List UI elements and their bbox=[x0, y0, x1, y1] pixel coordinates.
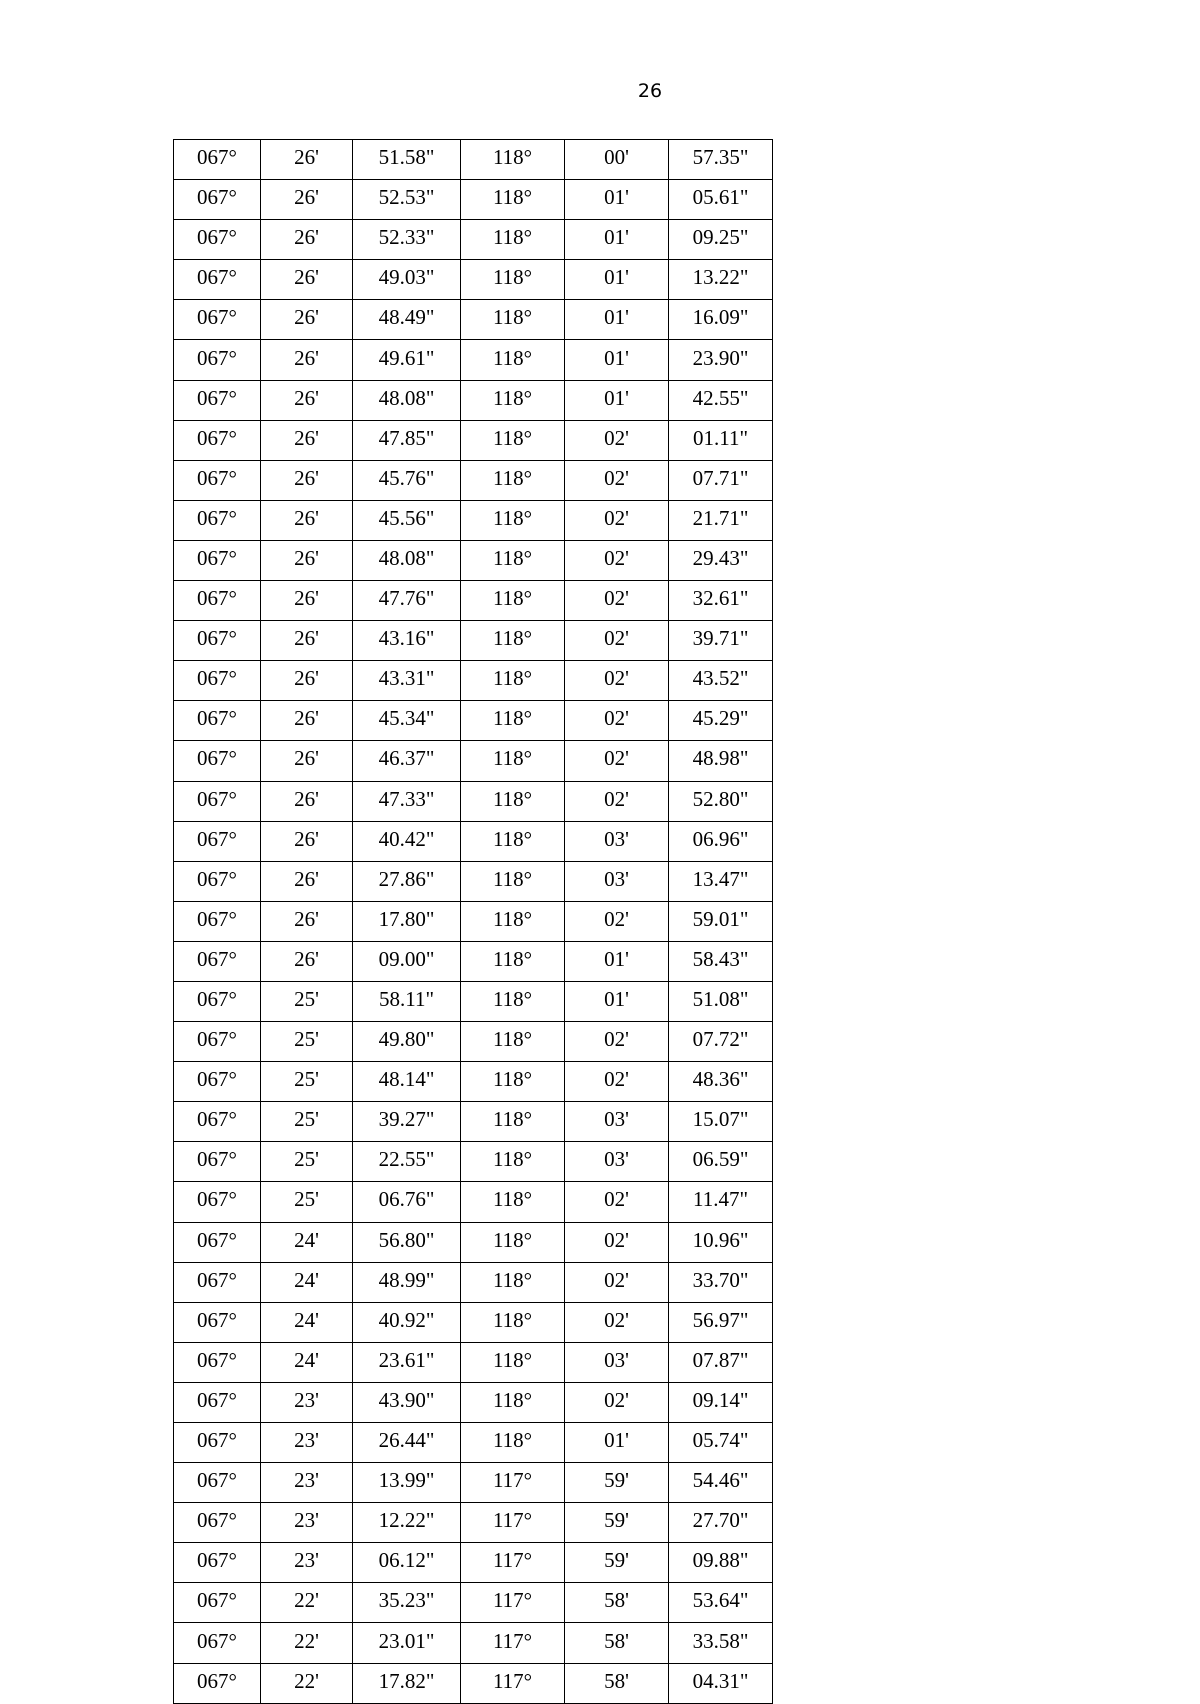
lon-degrees-cell: 118° bbox=[461, 1262, 565, 1302]
lat-degrees-cell: 067° bbox=[174, 540, 261, 580]
lat-minutes-cell: 22' bbox=[261, 1623, 353, 1663]
lon-degrees-cell: 118° bbox=[461, 901, 565, 941]
coordinates-table bbox=[173, 139, 773, 1704]
lat-minutes-cell: 26' bbox=[261, 220, 353, 260]
lat-seconds-cell: 12.22" bbox=[353, 1503, 461, 1543]
lon-seconds-cell: 48.98" bbox=[669, 741, 773, 781]
lat-degrees-cell: 067° bbox=[174, 861, 261, 901]
lat-seconds-cell: 17.82" bbox=[353, 1663, 461, 1703]
lon-minutes-cell: 01' bbox=[565, 981, 669, 1021]
lat-minutes-cell: 25' bbox=[261, 1102, 353, 1142]
lat-seconds-cell: 45.56" bbox=[353, 500, 461, 540]
lon-degrees-cell: 118° bbox=[461, 380, 565, 420]
lon-degrees-cell: 118° bbox=[461, 821, 565, 861]
lat-degrees-cell: 067° bbox=[174, 140, 261, 180]
lat-degrees-cell: 067° bbox=[174, 1062, 261, 1102]
table-row bbox=[174, 1222, 773, 1262]
lat-minutes-cell: 23' bbox=[261, 1382, 353, 1422]
lat-degrees-cell: 067° bbox=[174, 420, 261, 460]
table-row bbox=[174, 701, 773, 741]
lon-degrees-cell: 118° bbox=[461, 941, 565, 981]
lat-minutes-cell: 26' bbox=[261, 380, 353, 420]
table-row bbox=[174, 1623, 773, 1663]
lon-minutes-cell: 02' bbox=[565, 1302, 669, 1342]
table-row bbox=[174, 901, 773, 941]
lat-degrees-cell: 067° bbox=[174, 340, 261, 380]
lat-minutes-cell: 23' bbox=[261, 1503, 353, 1543]
lat-degrees-cell: 067° bbox=[174, 1463, 261, 1503]
lat-minutes-cell: 26' bbox=[261, 821, 353, 861]
lon-seconds-cell: 27.70" bbox=[669, 1503, 773, 1543]
lon-degrees-cell: 118° bbox=[461, 741, 565, 781]
lon-seconds-cell: 39.71" bbox=[669, 621, 773, 661]
lat-seconds-cell: 43.16" bbox=[353, 621, 461, 661]
lon-seconds-cell: 07.72" bbox=[669, 1022, 773, 1062]
lat-degrees-cell: 067° bbox=[174, 300, 261, 340]
lat-degrees-cell: 067° bbox=[174, 1382, 261, 1422]
lat-degrees-cell: 067° bbox=[174, 1543, 261, 1583]
lat-degrees-cell: 067° bbox=[174, 701, 261, 741]
lon-seconds-cell: 07.71" bbox=[669, 460, 773, 500]
lat-seconds-cell: 58.11" bbox=[353, 981, 461, 1021]
lat-degrees-cell: 067° bbox=[174, 1583, 261, 1623]
table-row bbox=[174, 500, 773, 540]
lat-minutes-cell: 26' bbox=[261, 500, 353, 540]
lon-degrees-cell: 117° bbox=[461, 1663, 565, 1703]
lon-degrees-cell: 118° bbox=[461, 1342, 565, 1382]
lat-degrees-cell: 067° bbox=[174, 941, 261, 981]
lon-degrees-cell: 118° bbox=[461, 460, 565, 500]
lon-degrees-cell: 118° bbox=[461, 861, 565, 901]
lat-seconds-cell: 23.01" bbox=[353, 1623, 461, 1663]
lon-degrees-cell: 118° bbox=[461, 420, 565, 460]
lon-minutes-cell: 03' bbox=[565, 821, 669, 861]
lon-minutes-cell: 01' bbox=[565, 220, 669, 260]
lon-degrees-cell: 118° bbox=[461, 581, 565, 621]
lon-minutes-cell: 02' bbox=[565, 661, 669, 701]
lon-degrees-cell: 118° bbox=[461, 661, 565, 701]
lat-degrees-cell: 067° bbox=[174, 1182, 261, 1222]
lat-degrees-cell: 067° bbox=[174, 260, 261, 300]
lat-degrees-cell: 067° bbox=[174, 1663, 261, 1703]
lat-degrees-cell: 067° bbox=[174, 380, 261, 420]
lat-degrees-cell: 067° bbox=[174, 460, 261, 500]
table-row bbox=[174, 1543, 773, 1583]
table-row bbox=[174, 941, 773, 981]
lat-minutes-cell: 25' bbox=[261, 1022, 353, 1062]
lat-degrees-cell: 067° bbox=[174, 741, 261, 781]
lon-minutes-cell: 02' bbox=[565, 1262, 669, 1302]
lat-seconds-cell: 40.42" bbox=[353, 821, 461, 861]
lat-minutes-cell: 23' bbox=[261, 1423, 353, 1463]
lon-seconds-cell: 51.08" bbox=[669, 981, 773, 1021]
lat-seconds-cell: 06.12" bbox=[353, 1543, 461, 1583]
lat-degrees-cell: 067° bbox=[174, 821, 261, 861]
lon-minutes-cell: 03' bbox=[565, 861, 669, 901]
lon-seconds-cell: 53.64" bbox=[669, 1583, 773, 1623]
lat-minutes-cell: 25' bbox=[261, 1142, 353, 1182]
lon-seconds-cell: 21.71" bbox=[669, 500, 773, 540]
lat-seconds-cell: 49.61" bbox=[353, 340, 461, 380]
lat-seconds-cell: 43.31" bbox=[353, 661, 461, 701]
lat-seconds-cell: 22.55" bbox=[353, 1142, 461, 1182]
lon-degrees-cell: 118° bbox=[461, 981, 565, 1021]
lon-seconds-cell: 48.36" bbox=[669, 1062, 773, 1102]
lat-seconds-cell: 56.80" bbox=[353, 1222, 461, 1262]
page-number: 26 bbox=[637, 80, 663, 102]
lon-seconds-cell: 07.87" bbox=[669, 1342, 773, 1382]
lon-minutes-cell: 02' bbox=[565, 901, 669, 941]
lat-minutes-cell: 26' bbox=[261, 741, 353, 781]
table-row bbox=[174, 1182, 773, 1222]
lat-seconds-cell: 48.08" bbox=[353, 540, 461, 580]
lat-seconds-cell: 51.58" bbox=[353, 140, 461, 180]
table-row bbox=[174, 581, 773, 621]
lat-minutes-cell: 26' bbox=[261, 260, 353, 300]
lon-minutes-cell: 02' bbox=[565, 500, 669, 540]
lat-minutes-cell: 26' bbox=[261, 661, 353, 701]
lat-seconds-cell: 23.61" bbox=[353, 1342, 461, 1382]
lat-minutes-cell: 26' bbox=[261, 340, 353, 380]
lon-minutes-cell: 02' bbox=[565, 460, 669, 500]
lat-degrees-cell: 067° bbox=[174, 1262, 261, 1302]
lat-minutes-cell: 23' bbox=[261, 1463, 353, 1503]
lon-seconds-cell: 09.14" bbox=[669, 1382, 773, 1422]
lat-degrees-cell: 067° bbox=[174, 1302, 261, 1342]
lat-minutes-cell: 26' bbox=[261, 901, 353, 941]
lat-minutes-cell: 26' bbox=[261, 540, 353, 580]
table-row bbox=[174, 1142, 773, 1182]
lon-minutes-cell: 00' bbox=[565, 140, 669, 180]
table-row bbox=[174, 380, 773, 420]
table-row bbox=[174, 621, 773, 661]
lat-minutes-cell: 26' bbox=[261, 180, 353, 220]
table-row bbox=[174, 1583, 773, 1623]
lon-minutes-cell: 59' bbox=[565, 1463, 669, 1503]
lon-degrees-cell: 117° bbox=[461, 1463, 565, 1503]
lat-minutes-cell: 26' bbox=[261, 460, 353, 500]
lon-degrees-cell: 118° bbox=[461, 1062, 565, 1102]
lat-degrees-cell: 067° bbox=[174, 1102, 261, 1142]
lat-minutes-cell: 26' bbox=[261, 861, 353, 901]
lon-minutes-cell: 01' bbox=[565, 340, 669, 380]
lat-degrees-cell: 067° bbox=[174, 220, 261, 260]
lon-minutes-cell: 02' bbox=[565, 1062, 669, 1102]
lon-seconds-cell: 59.01" bbox=[669, 901, 773, 941]
lat-seconds-cell: 47.33" bbox=[353, 781, 461, 821]
lon-degrees-cell: 118° bbox=[461, 1423, 565, 1463]
lat-degrees-cell: 067° bbox=[174, 1142, 261, 1182]
lon-degrees-cell: 118° bbox=[461, 260, 565, 300]
lat-minutes-cell: 26' bbox=[261, 621, 353, 661]
lat-minutes-cell: 24' bbox=[261, 1342, 353, 1382]
table-row bbox=[174, 1342, 773, 1382]
lat-seconds-cell: 49.03" bbox=[353, 260, 461, 300]
lat-degrees-cell: 067° bbox=[174, 180, 261, 220]
lon-minutes-cell: 02' bbox=[565, 540, 669, 580]
lon-seconds-cell: 09.25" bbox=[669, 220, 773, 260]
lon-minutes-cell: 02' bbox=[565, 1382, 669, 1422]
lon-seconds-cell: 01.11" bbox=[669, 420, 773, 460]
table-row bbox=[174, 220, 773, 260]
lon-minutes-cell: 01' bbox=[565, 300, 669, 340]
lon-seconds-cell: 33.58" bbox=[669, 1623, 773, 1663]
lon-degrees-cell: 117° bbox=[461, 1503, 565, 1543]
lat-minutes-cell: 26' bbox=[261, 300, 353, 340]
table-row bbox=[174, 1663, 773, 1703]
lon-seconds-cell: 06.59" bbox=[669, 1142, 773, 1182]
table-row bbox=[174, 1423, 773, 1463]
lat-minutes-cell: 25' bbox=[261, 1062, 353, 1102]
lat-degrees-cell: 067° bbox=[174, 981, 261, 1021]
lon-degrees-cell: 118° bbox=[461, 1022, 565, 1062]
table-row bbox=[174, 1102, 773, 1142]
lat-seconds-cell: 09.00" bbox=[353, 941, 461, 981]
lat-seconds-cell: 45.34" bbox=[353, 701, 461, 741]
lon-minutes-cell: 03' bbox=[565, 1102, 669, 1142]
lat-degrees-cell: 067° bbox=[174, 621, 261, 661]
lon-seconds-cell: 05.61" bbox=[669, 180, 773, 220]
lon-degrees-cell: 118° bbox=[461, 1102, 565, 1142]
lat-seconds-cell: 27.86" bbox=[353, 861, 461, 901]
lat-minutes-cell: 25' bbox=[261, 1182, 353, 1222]
lat-minutes-cell: 26' bbox=[261, 701, 353, 741]
lon-degrees-cell: 118° bbox=[461, 340, 565, 380]
lon-minutes-cell: 01' bbox=[565, 941, 669, 981]
lat-seconds-cell: 48.08" bbox=[353, 380, 461, 420]
lon-seconds-cell: 45.29" bbox=[669, 701, 773, 741]
lon-seconds-cell: 57.35" bbox=[669, 140, 773, 180]
table-row bbox=[174, 260, 773, 300]
lat-minutes-cell: 24' bbox=[261, 1262, 353, 1302]
lon-minutes-cell: 02' bbox=[565, 1222, 669, 1262]
lon-seconds-cell: 10.96" bbox=[669, 1222, 773, 1262]
lon-minutes-cell: 58' bbox=[565, 1623, 669, 1663]
lat-seconds-cell: 49.80" bbox=[353, 1022, 461, 1062]
lon-minutes-cell: 01' bbox=[565, 380, 669, 420]
lon-minutes-cell: 02' bbox=[565, 1182, 669, 1222]
lon-seconds-cell: 58.43" bbox=[669, 941, 773, 981]
lat-degrees-cell: 067° bbox=[174, 661, 261, 701]
lat-minutes-cell: 26' bbox=[261, 581, 353, 621]
lat-minutes-cell: 25' bbox=[261, 981, 353, 1021]
table-row bbox=[174, 180, 773, 220]
lon-seconds-cell: 54.46" bbox=[669, 1463, 773, 1503]
lat-seconds-cell: 39.27" bbox=[353, 1102, 461, 1142]
lon-seconds-cell: 09.88" bbox=[669, 1543, 773, 1583]
lat-minutes-cell: 22' bbox=[261, 1583, 353, 1623]
lat-degrees-cell: 067° bbox=[174, 1342, 261, 1382]
lon-seconds-cell: 13.22" bbox=[669, 260, 773, 300]
lon-degrees-cell: 118° bbox=[461, 500, 565, 540]
table-row bbox=[174, 821, 773, 861]
lon-degrees-cell: 118° bbox=[461, 1302, 565, 1342]
lat-degrees-cell: 067° bbox=[174, 901, 261, 941]
table-row bbox=[174, 1503, 773, 1543]
lon-degrees-cell: 117° bbox=[461, 1583, 565, 1623]
lat-seconds-cell: 43.90" bbox=[353, 1382, 461, 1422]
lon-degrees-cell: 117° bbox=[461, 1543, 565, 1583]
lon-minutes-cell: 02' bbox=[565, 581, 669, 621]
lon-seconds-cell: 16.09" bbox=[669, 300, 773, 340]
table-row bbox=[174, 460, 773, 500]
lon-minutes-cell: 01' bbox=[565, 1423, 669, 1463]
lon-degrees-cell: 118° bbox=[461, 540, 565, 580]
table-row bbox=[174, 420, 773, 460]
lat-seconds-cell: 47.76" bbox=[353, 581, 461, 621]
lon-degrees-cell: 118° bbox=[461, 140, 565, 180]
lat-degrees-cell: 067° bbox=[174, 1503, 261, 1543]
lat-minutes-cell: 24' bbox=[261, 1302, 353, 1342]
lon-seconds-cell: 32.61" bbox=[669, 581, 773, 621]
lon-degrees-cell: 118° bbox=[461, 621, 565, 661]
table-row bbox=[174, 861, 773, 901]
coordinates-table-body bbox=[174, 140, 773, 1704]
lon-minutes-cell: 58' bbox=[565, 1583, 669, 1623]
lat-minutes-cell: 26' bbox=[261, 420, 353, 460]
lat-degrees-cell: 067° bbox=[174, 1022, 261, 1062]
table-row bbox=[174, 781, 773, 821]
lon-minutes-cell: 02' bbox=[565, 781, 669, 821]
lon-seconds-cell: 06.96" bbox=[669, 821, 773, 861]
lon-seconds-cell: 52.80" bbox=[669, 781, 773, 821]
lat-seconds-cell: 06.76" bbox=[353, 1182, 461, 1222]
lat-seconds-cell: 47.85" bbox=[353, 420, 461, 460]
lat-seconds-cell: 35.23" bbox=[353, 1583, 461, 1623]
lat-seconds-cell: 48.49" bbox=[353, 300, 461, 340]
lon-minutes-cell: 02' bbox=[565, 701, 669, 741]
lat-seconds-cell: 48.99" bbox=[353, 1262, 461, 1302]
lat-seconds-cell: 46.37" bbox=[353, 741, 461, 781]
table-row bbox=[174, 741, 773, 781]
lat-seconds-cell: 52.33" bbox=[353, 220, 461, 260]
lon-minutes-cell: 58' bbox=[565, 1663, 669, 1703]
lon-minutes-cell: 02' bbox=[565, 420, 669, 460]
lat-degrees-cell: 067° bbox=[174, 1222, 261, 1262]
lon-seconds-cell: 05.74" bbox=[669, 1423, 773, 1463]
table-row bbox=[174, 300, 773, 340]
lon-seconds-cell: 04.31" bbox=[669, 1663, 773, 1703]
lon-degrees-cell: 118° bbox=[461, 1222, 565, 1262]
table-row bbox=[174, 540, 773, 580]
lon-seconds-cell: 15.07" bbox=[669, 1102, 773, 1142]
lon-minutes-cell: 02' bbox=[565, 741, 669, 781]
lat-seconds-cell: 26.44" bbox=[353, 1423, 461, 1463]
table-row bbox=[174, 1382, 773, 1422]
lat-minutes-cell: 22' bbox=[261, 1663, 353, 1703]
table-row bbox=[174, 1062, 773, 1102]
lon-minutes-cell: 59' bbox=[565, 1543, 669, 1583]
lon-degrees-cell: 118° bbox=[461, 701, 565, 741]
lon-seconds-cell: 29.43" bbox=[669, 540, 773, 580]
lat-seconds-cell: 52.53" bbox=[353, 180, 461, 220]
lon-minutes-cell: 01' bbox=[565, 180, 669, 220]
lon-degrees-cell: 118° bbox=[461, 300, 565, 340]
lon-seconds-cell: 43.52" bbox=[669, 661, 773, 701]
lon-seconds-cell: 13.47" bbox=[669, 861, 773, 901]
table-row bbox=[174, 340, 773, 380]
lat-seconds-cell: 40.92" bbox=[353, 1302, 461, 1342]
lon-minutes-cell: 02' bbox=[565, 621, 669, 661]
lon-degrees-cell: 118° bbox=[461, 1142, 565, 1182]
lon-seconds-cell: 23.90" bbox=[669, 340, 773, 380]
lon-degrees-cell: 118° bbox=[461, 180, 565, 220]
lat-degrees-cell: 067° bbox=[174, 781, 261, 821]
lon-minutes-cell: 01' bbox=[565, 260, 669, 300]
lat-seconds-cell: 17.80" bbox=[353, 901, 461, 941]
lon-degrees-cell: 118° bbox=[461, 1182, 565, 1222]
lon-minutes-cell: 03' bbox=[565, 1342, 669, 1382]
lon-degrees-cell: 118° bbox=[461, 220, 565, 260]
lat-minutes-cell: 24' bbox=[261, 1222, 353, 1262]
lon-degrees-cell: 118° bbox=[461, 781, 565, 821]
lat-degrees-cell: 067° bbox=[174, 1623, 261, 1663]
lat-seconds-cell: 13.99" bbox=[353, 1463, 461, 1503]
lat-degrees-cell: 067° bbox=[174, 500, 261, 540]
lon-minutes-cell: 03' bbox=[565, 1142, 669, 1182]
table-row bbox=[174, 661, 773, 701]
lat-minutes-cell: 26' bbox=[261, 140, 353, 180]
lat-minutes-cell: 26' bbox=[261, 941, 353, 981]
table-row bbox=[174, 1463, 773, 1503]
lon-degrees-cell: 117° bbox=[461, 1623, 565, 1663]
table-row bbox=[174, 1022, 773, 1062]
table-row bbox=[174, 140, 773, 180]
lat-seconds-cell: 48.14" bbox=[353, 1062, 461, 1102]
lon-minutes-cell: 59' bbox=[565, 1503, 669, 1543]
lat-minutes-cell: 26' bbox=[261, 781, 353, 821]
lon-minutes-cell: 02' bbox=[565, 1022, 669, 1062]
table-row bbox=[174, 1262, 773, 1302]
lon-seconds-cell: 11.47" bbox=[669, 1182, 773, 1222]
lat-degrees-cell: 067° bbox=[174, 581, 261, 621]
lon-seconds-cell: 33.70" bbox=[669, 1262, 773, 1302]
lon-seconds-cell: 42.55" bbox=[669, 380, 773, 420]
lon-seconds-cell: 56.97" bbox=[669, 1302, 773, 1342]
lat-seconds-cell: 45.76" bbox=[353, 460, 461, 500]
lat-degrees-cell: 067° bbox=[174, 1423, 261, 1463]
table-row bbox=[174, 1302, 773, 1342]
lat-minutes-cell: 23' bbox=[261, 1543, 353, 1583]
table-row bbox=[174, 981, 773, 1021]
lon-degrees-cell: 118° bbox=[461, 1382, 565, 1422]
